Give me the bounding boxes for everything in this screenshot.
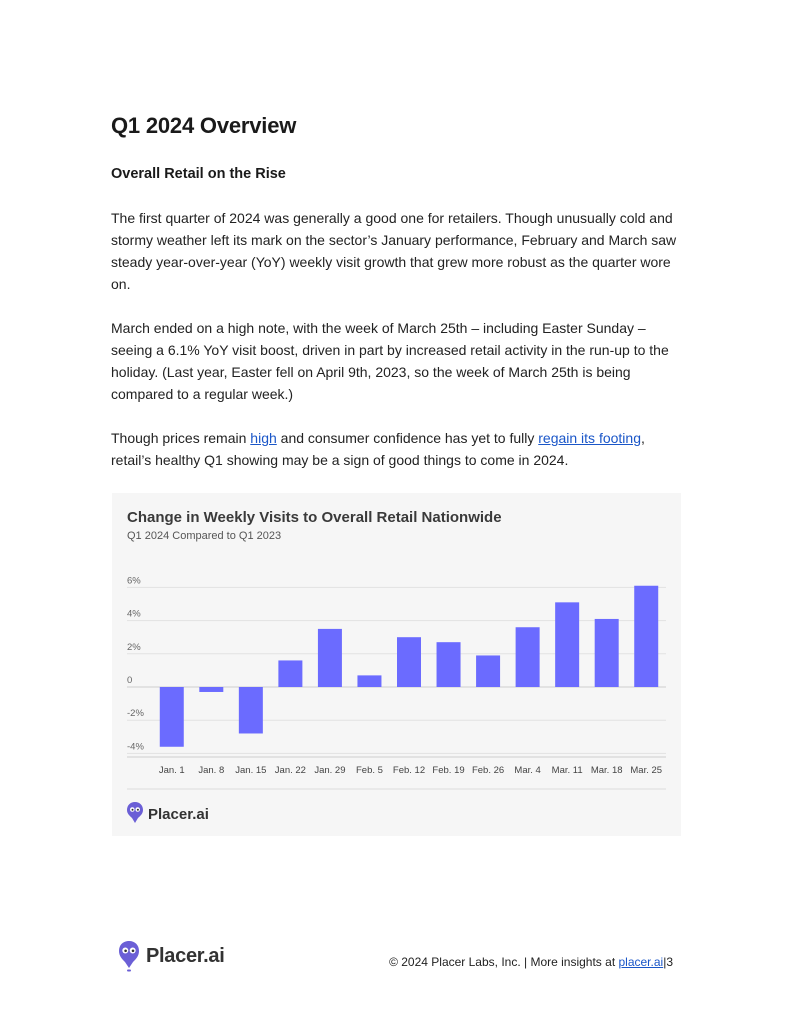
y-tick-label: -2%: [127, 708, 144, 720]
bar: [357, 675, 381, 687]
copyright-text: © 2024 Placer Labs, Inc. | More insights at: [389, 955, 619, 969]
paragraph-outlook: [111, 427, 686, 471]
paragraph-outlook-text-2: and consumer confidence has yet to fully: [276, 430, 539, 446]
bar: [595, 619, 619, 687]
chart-brand-name: Placer.ai: [148, 806, 209, 823]
bar: [318, 629, 342, 687]
chart-bars: [160, 586, 658, 747]
x-tick-label: Feb. 26: [471, 765, 505, 776]
x-tick-label: Mar. 4: [514, 765, 541, 776]
placer-owl-icon: [118, 940, 140, 972]
footer-copyright: [389, 955, 673, 969]
bar: [397, 637, 421, 687]
x-tick-label: Mar. 11: [551, 765, 583, 776]
x-tick-label: Feb. 12: [392, 765, 426, 776]
x-tick-label: Jan. 15: [235, 765, 267, 776]
y-tick-label: -4%: [127, 741, 144, 753]
x-tick-label: Jan. 8: [198, 765, 225, 776]
chart-title: Change in Weekly Visits to Overall Retail Nationwide: [127, 509, 502, 526]
y-tick-label: 6%: [127, 575, 141, 587]
bar: [476, 655, 500, 687]
paragraph-march: March ended on a high note, with the week of March 25th – including Easter Sunday – seeing a 6.1% YoY visit boost, driven in part by increased retail activity in the run-up to the holiday. (Last year, Easter fell on April 9th, 2023, so the week of March 25th is being compared to a regular week.): [111, 320, 669, 402]
paragraph-intro: The first quarter of 2024 was generally a good one for retailers. Though unusually cold and stormy weather left its mark on the sector’s January performance, February and March saw steady year-over-year (YoY) weekly visit growth that grew more robust as the quarter wore on.: [111, 210, 677, 292]
y-tick-label: 4%: [127, 608, 141, 620]
y-tick-label: 2%: [127, 641, 141, 653]
high-prices-link[interactable]: high: [250, 430, 277, 446]
bar: [160, 687, 184, 747]
chart-x-axis: [159, 765, 662, 776]
footer-logo: [118, 940, 224, 972]
bar: [634, 586, 658, 687]
bar: [278, 660, 302, 687]
bar: [239, 687, 263, 733]
page-separator: |: [663, 955, 667, 969]
section-heading: Overall Retail on the Rise: [111, 166, 286, 182]
x-tick-label: Jan. 22: [274, 765, 306, 776]
placer-site-link[interactable]: placer.ai: [618, 955, 664, 969]
chart-gridlines: [127, 587, 666, 757]
x-tick-label: Jan. 1: [158, 765, 185, 776]
weekly-visits-chart: [112, 493, 681, 836]
bar: [199, 687, 223, 692]
paragraph-outlook-text-3: , retail’s healthy Q1 showing may be a sign of good things to come in 2024.: [111, 430, 645, 468]
bar: [437, 642, 461, 687]
x-tick-label: Mar. 25: [630, 765, 663, 776]
chart-subtitle: Q1 2024 Compared to Q1 2023: [127, 530, 282, 542]
chart-card: [112, 493, 681, 836]
x-tick-label: Jan. 29: [314, 765, 346, 776]
bar: [555, 602, 579, 687]
page-title: Q1 2024 Overview: [111, 113, 297, 138]
footer-brand-name: Placer.ai: [146, 944, 225, 967]
chart-y-axis: [127, 575, 144, 752]
x-tick-label: Feb. 19: [432, 765, 465, 776]
y-tick-label: 0: [127, 675, 133, 686]
page-number: 3: [666, 955, 673, 969]
placer-logo-icon: [127, 802, 143, 823]
x-tick-label: Feb. 5: [355, 765, 383, 776]
paragraph-outlook-text-1: Though prices remain: [111, 430, 251, 446]
bar: [516, 627, 540, 687]
regain-footing-link[interactable]: regain its footing: [538, 430, 641, 446]
x-tick-label: Mar. 18: [590, 765, 623, 776]
